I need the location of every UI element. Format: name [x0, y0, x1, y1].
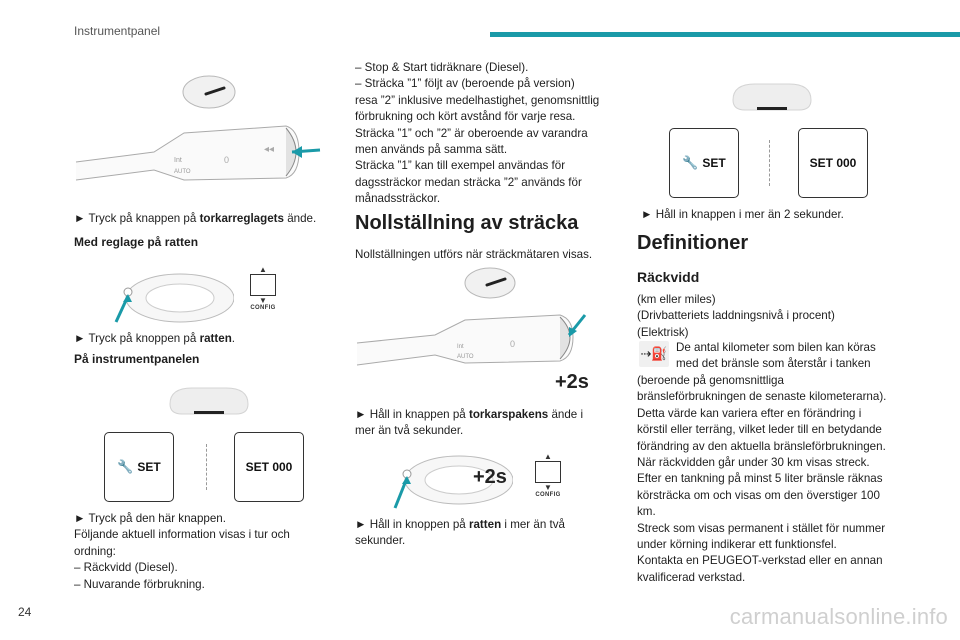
page-number: 24 — [18, 605, 32, 619]
svg-text:◂◂: ◂◂ — [264, 144, 275, 155]
trip-info-text: – Stop & Start tidräknare (Diesel). – Sträcka ”1” följt av (beroende på version) resa ”2” inklusive medelhastighet, genomsnittlig förbrukning och kört avstånd för varje resa. Sträcka ”1” och ”2” är oberoende av varandra men används på samma sätt. Sträcka ”1” kan till exempel användas för dagssträckor medan sträcka ”2” används för månadssträckor. — [355, 61, 600, 206]
config-button-graphic-2 — [533, 452, 563, 498]
plus-2s-label: +2s — [555, 371, 589, 393]
set-000-button: SET 000 — [798, 128, 868, 198]
wrench-icon: 🔧 — [117, 459, 134, 474]
arrow-down-icon: ▼ — [259, 296, 267, 305]
wiper-stalk-hold-illustration — [355, 265, 590, 375]
separator-dashed — [769, 140, 770, 186]
plus-2s-label-wheel: +2s — [473, 466, 507, 488]
range-description-text: (beroende på genomsnittliga bränsleförbrukningen de senaste kilometerarna). Detta värde kan variera efter en förändring i körstil eller terräng, vilket leder till en betydande förändring av den aktuella bränsleförbrukningen. När räckvidden går under 30 km visas streck. Efter en tankning på minst 5 liter bränsle räknas körsträcka om och visas om den överstiger 100 km. Streck som visas permanent i stället för nummer under körning indikerar ett funktionsfel. Kontakta en PEUGEOT-verkstad eller en annan kvalificerad verkstad. — [637, 374, 887, 584]
hold-instruction: ► Håll in knappen i mer än 2 sekunder. — [641, 208, 844, 221]
set-000-button: SET 000 — [234, 432, 304, 502]
wiper-stalk-illustration — [74, 70, 324, 200]
steering-instruction: ► Tryck på knoppen på ratten. — [74, 332, 236, 345]
separator-dashed — [206, 444, 207, 490]
svg-text:Int: Int — [174, 157, 182, 164]
svg-text:0: 0 — [510, 339, 516, 349]
config-square — [535, 461, 561, 483]
header-accent-bar — [490, 32, 960, 37]
heading-definitions: Definitioner — [637, 232, 749, 254]
heading-trip-reset: Nollställning av sträcka — [355, 212, 579, 234]
config-button-graphic — [248, 265, 278, 311]
wheel-hold-instruction: ► Håll in knoppen på ratten i mer än två sekunder. — [355, 518, 565, 548]
arrow-up-icon: ▲ — [259, 265, 267, 274]
instrument-cluster-icon — [729, 80, 815, 114]
set-wrench-button: 🔧 SET — [104, 432, 174, 502]
svg-text:Int: Int — [457, 344, 464, 350]
range-description-indented: De antal kilometer som bilen kan köras med det bränsle som återstår i tanken — [676, 341, 876, 371]
page-header-title: Instrumentpanel — [74, 24, 161, 38]
steering-wheel-illustration — [114, 266, 234, 324]
config-label: CONFIG — [250, 305, 276, 311]
config-square — [250, 274, 276, 296]
panel-instruction-text: ► Tryck på den här knappen. Följande aktuell information visas i tur och ordning: – Räckvidd (Diesel). – Nuvarande förbrukning. — [74, 512, 290, 591]
watermark-text: carmanualsonline.info — [729, 604, 948, 629]
wrench-icon: 🔧 — [682, 155, 699, 170]
subheading-range: Räckvidd — [637, 269, 700, 285]
arrow-down-icon: ▼ — [544, 483, 552, 492]
range-units-text: (km eller miles) (Drivbatteriets laddningsnivå i procent) (Elektrisk) — [637, 293, 835, 339]
fuel-range-icon: ⇢⛽ — [639, 341, 669, 367]
config-label: CONFIG — [535, 492, 561, 498]
svg-text:AUTO: AUTO — [457, 354, 474, 360]
set-wrench-button: 🔧 SET — [669, 128, 739, 198]
svg-text:0: 0 — [224, 155, 230, 165]
svg-text:AUTO: AUTO — [174, 169, 191, 175]
subheading-instrument-panel: På instrumentpanelen — [74, 352, 200, 366]
arrow-up-icon: ▲ — [544, 452, 552, 461]
instrument-cluster-icon — [166, 384, 252, 418]
reset-description: Nollställningen utförs när sträckmätaren visas. — [355, 248, 593, 261]
subheading-steering-wheel: Med reglage på ratten — [74, 235, 199, 249]
stalk-hold-instruction: ► Håll in knappen på torkarspakens ände i mer än två sekunder. — [355, 408, 584, 438]
wiper-instruction: ► Tryck på knappen på torkarreglagets ände. — [74, 212, 317, 225]
